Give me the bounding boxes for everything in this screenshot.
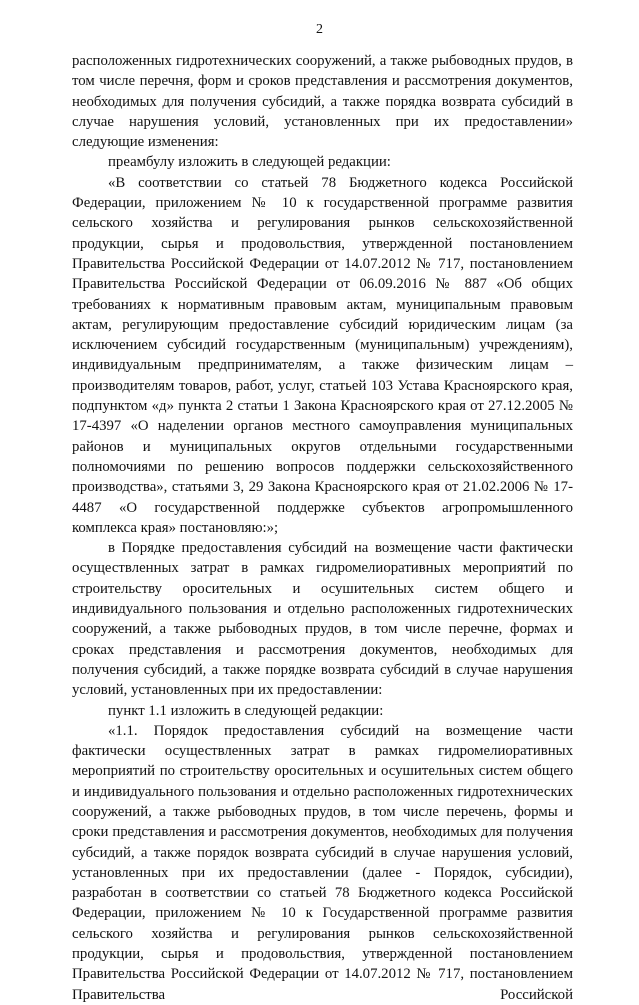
paragraph-order-intro: в Порядке предоставления субсидий на возмещение части фактически осуществленных затрат в рамках гидромелиоративных мероприятий по строительству оросительных и осушительных систем общего и индивидуального пользования и отдельно расположенных гидротехнических сооружений, а также рыбоводных прудов, в том числе перечне, формах и сроках представления и рассмотрения документов, необходимых для получения субсидий, а также порядке возврата субсидий в случае нарушения условий, установленных при их предоставлении: [72,540,573,699]
paragraph-preamble-text: «В соответствии со статьей 78 Бюджетного кодекса Российской Федерации, приложением № 10 к государственной программе развития сельского хозяйства и регулирования рынков сельскохозяйственной продукции, сырья и продовольствия, утвержденной постановлением Правительства Российской Федерации от 14.07.2012 № 717, постановлением Правительства Российской Федерации от 06.09.2016 № 887 «Об общих требованиях к нормативным правовым актам, муниципальным правовым актам, регулирующим предоставление субсидий юридическим лицам (за исключением субсидий государственным (муниципальным) учреждениям), индивидуальным предпринимателям, а также физическим лицам – производителям товаров, работ, услуг, статьей 103 Устава Красноярского края, подпунктом «д» пункта 2 статьи 1 Закона Красноярского края от 27.12.2005 № 17-4397 «О наделении органов местного самоуправления муниципальных районов и муниципальных округов отдельными государственными полномочиями по решению вопросов поддержки сельскохозяйственного производства», статьями 3, 29 Закона Красноярского края от 21.02.2006 № 17-4487 «О государственной поддержке субъектов агропромышленного комплекса края» постановляю:»; [72,174,573,536]
document-body [72,51,573,1005]
paragraph-clause-instruction: пункт 1.1 изложить в следующей редакции: [108,702,384,719]
page-number: 2 [316,22,323,37]
paragraph-clause-1-1: «1.1. Порядок предоставления субсидий на возмещение части фактически осуществленных затрат в рамках гидромелиоративных мероприятий по строительству оросительных и осушительных систем общего и индивидуального пользования и отдельно расположенных гидротехнических сооружений, а также рыбоводных прудов, в том числе перечень, формы и сроки представления и рассмотрения документов, необходимых для получения субсидий, а также порядок возврата субсидий в случае нарушения условий, установленных при их предоставлении (далее - Порядок, субсидии), разработан в соответствии со статьей 78 Бюджетного кодекса Российской Федерации, приложением № 10 к Государственной программе развития сельского хозяйства и регулирования рынков сельскохозяйственной продукции, сырья и продовольствия, утвержденной постановлением Правительства Российской Федерации от 14.07.2012 № 717, постановлением Правительства Российской [72,722,573,1003]
paragraph-continuation: расположенных гидротехнических сооружений, а также рыбоводных прудов, в том числе перечня, форм и сроков представления и рассмотрения документов, необходимых для получения субсидий, а также порядка возврата субсидий в случае нарушения условий, установленных при их предоставлении» следующие изменения: [72,53,573,151]
paragraph-preamble-instruction: преамбулу изложить в следующей редакции: [108,154,391,171]
